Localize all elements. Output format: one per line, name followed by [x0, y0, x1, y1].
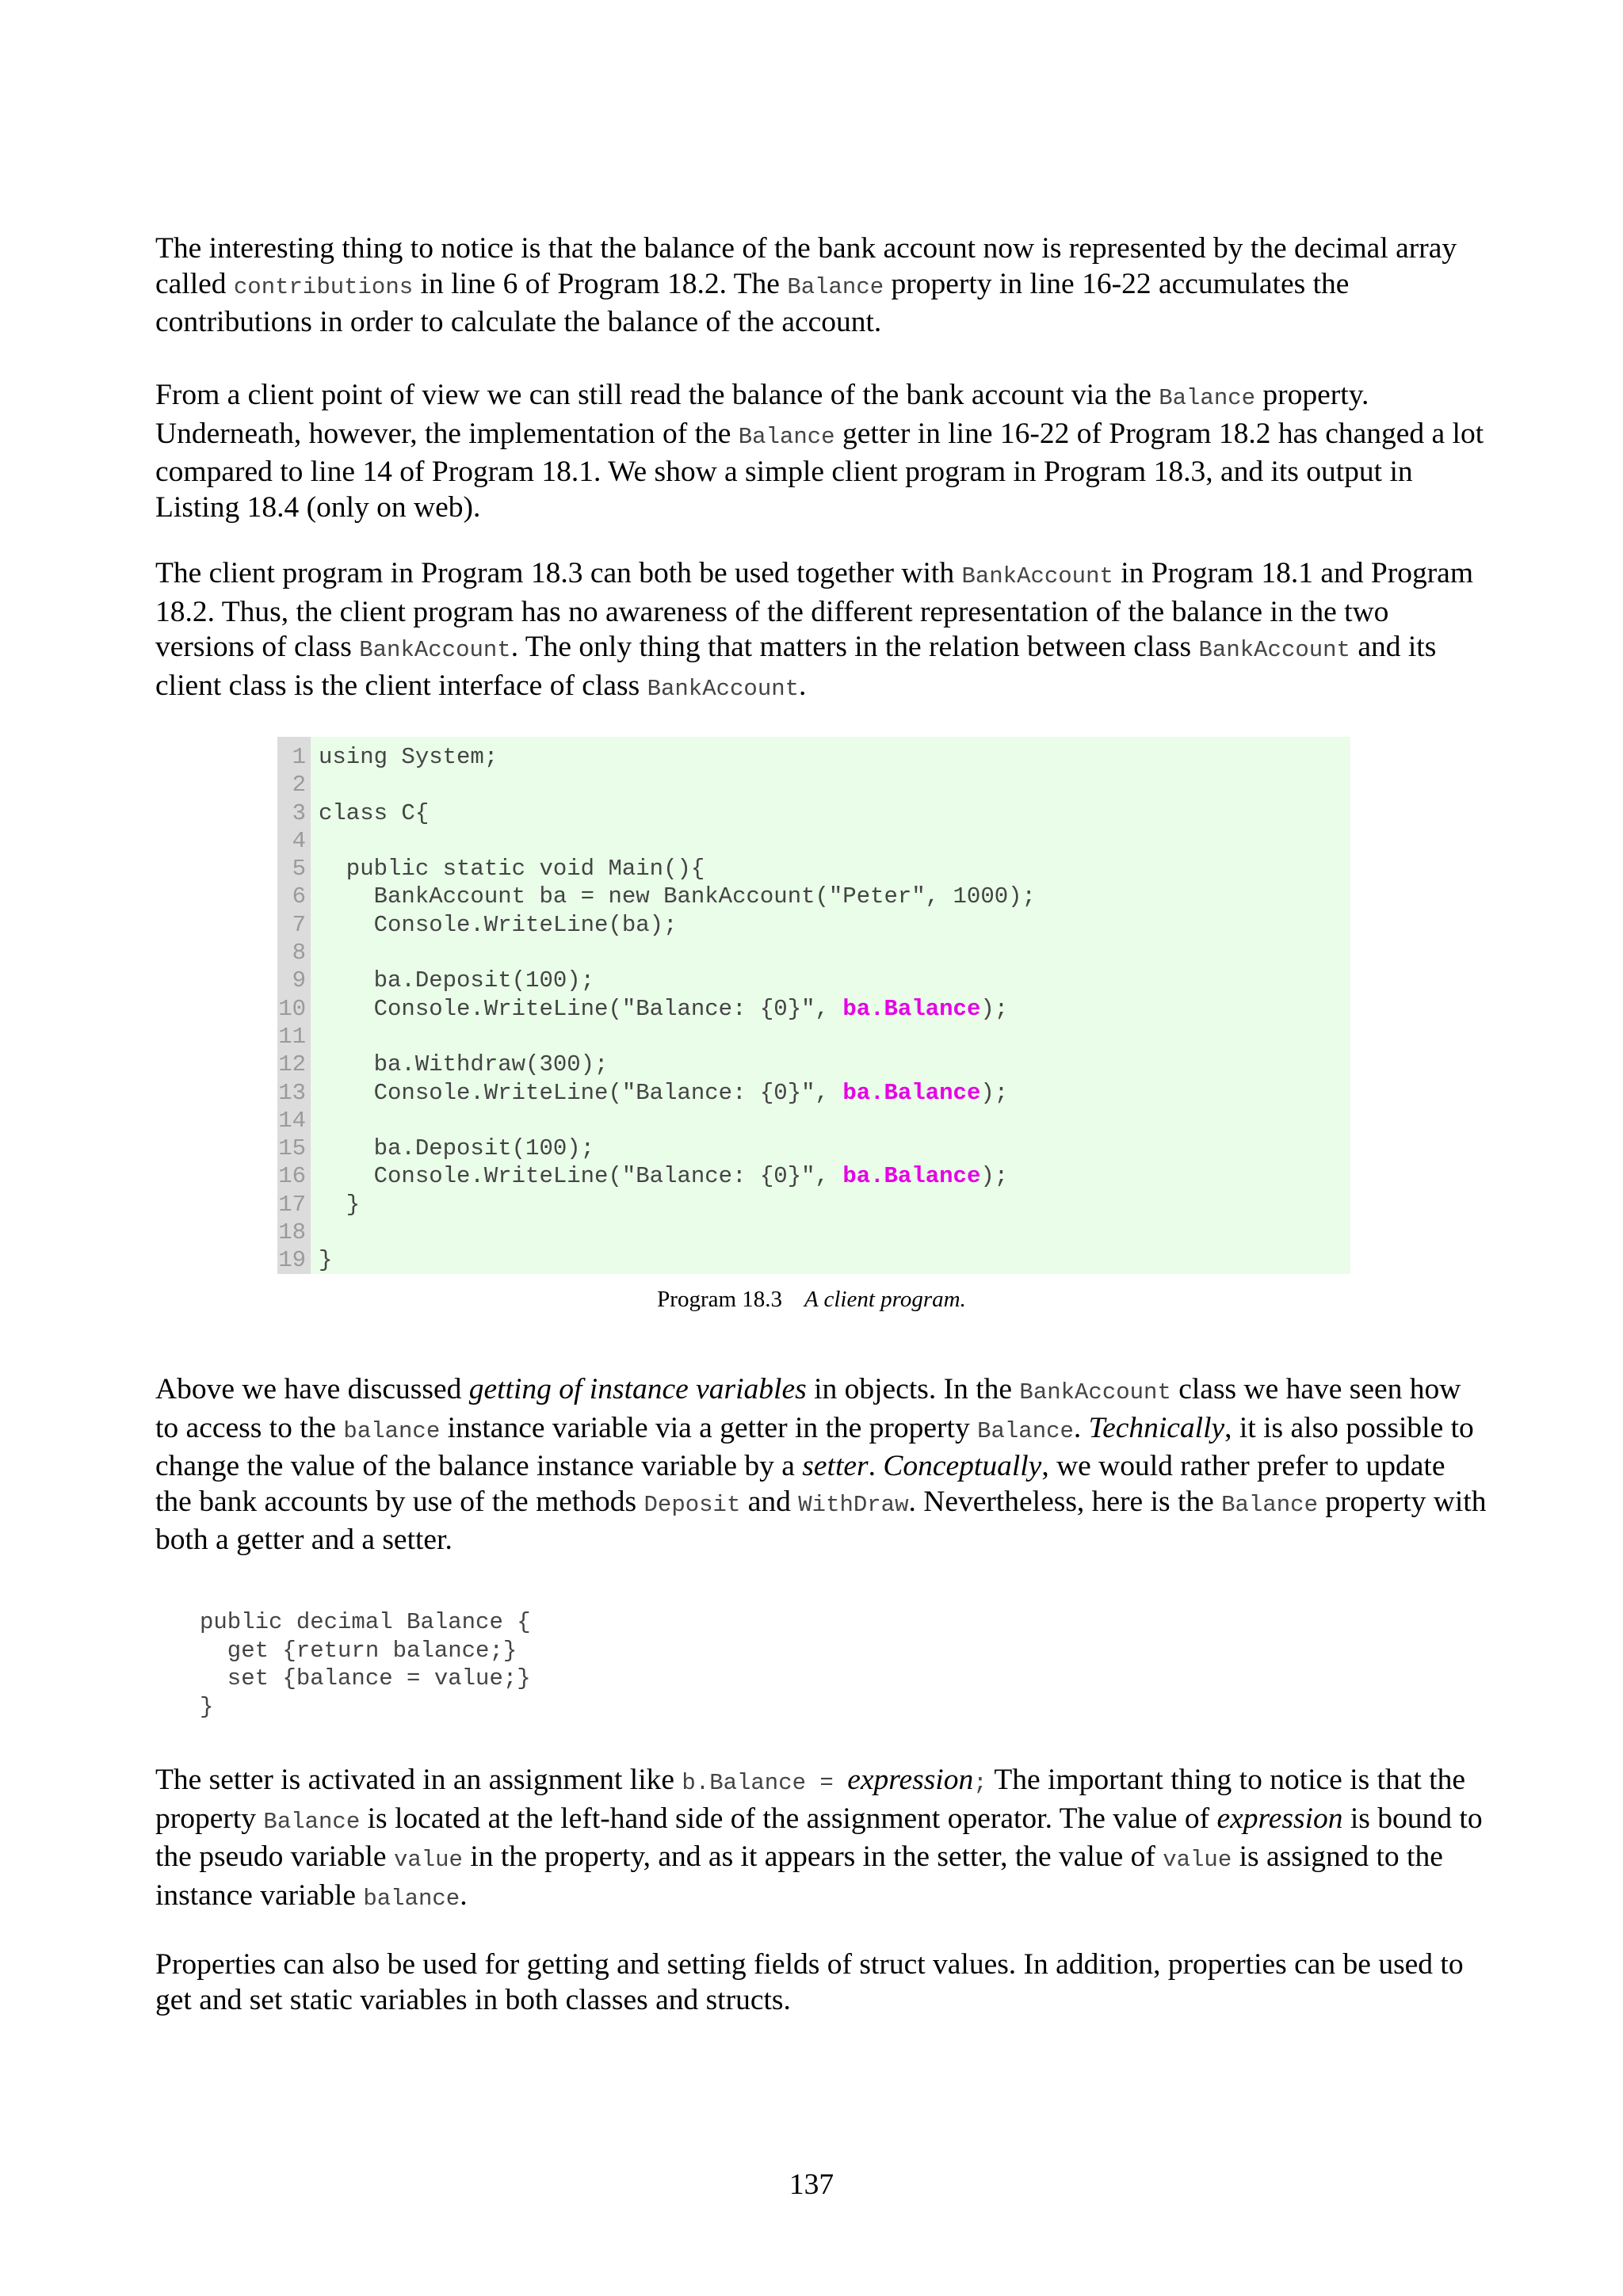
line-number: 4	[292, 827, 306, 854]
paragraph-setter-activation	[155, 1763, 1487, 1917]
text: in the property, and as it appears in the setter, the value of	[462, 1840, 1163, 1873]
code-text	[319, 799, 429, 827]
code-term: Balance	[977, 1417, 1074, 1444]
paragraph-getter-setter	[155, 1372, 1487, 1558]
text: . The only thing that matters in the relation between class	[510, 631, 1199, 663]
emphasis: Technically	[1088, 1411, 1225, 1444]
code-term: ;	[973, 1770, 987, 1796]
code-term: BankAccount	[1019, 1379, 1171, 1405]
paragraph-contributions	[155, 231, 1487, 341]
line-number: 15	[278, 1135, 306, 1162]
code-term: BankAccount	[961, 563, 1113, 589]
code-segment: );	[980, 1163, 1009, 1190]
text: The important thing to notice is that the property	[155, 1764, 1466, 1835]
line-number: 13	[278, 1079, 306, 1106]
emphasis: getting of instance variables	[468, 1373, 807, 1405]
code-term: Balance	[738, 423, 835, 450]
text: The setter is activated in an assignment like	[155, 1764, 682, 1796]
caption-title: A client program.	[804, 1287, 966, 1312]
code-segment: BankAccount ba = new BankAccount("Peter", 1000);	[319, 883, 1036, 910]
line-number: 16	[278, 1163, 306, 1190]
program-caption	[0, 1285, 1623, 1314]
text: getter in line 16-22 of Program 18.2 has changed a lot compared to line 14 of Program 18.1. We show a simple client program in Program 18.3, and its output in Listing 18.4 (only on web).	[155, 417, 1484, 524]
highlighted-expression: ba.Balance	[842, 995, 981, 1022]
code-text	[319, 1246, 332, 1274]
program-listing	[277, 737, 1350, 1274]
text: .	[460, 1878, 468, 1912]
code-segment: public static void Main(){	[319, 856, 705, 883]
text: in objects. In the	[806, 1373, 1020, 1405]
emphasis: expression	[1216, 1802, 1343, 1835]
text: .	[868, 1450, 884, 1482]
text: instance variable via a getter in the property	[440, 1411, 978, 1444]
code-term: BankAccount	[647, 675, 800, 702]
code-term: Deposit	[643, 1491, 741, 1518]
code-text	[319, 1079, 1008, 1107]
code-term: Balance	[263, 1808, 361, 1835]
code-term: Balance	[1221, 1491, 1318, 1518]
emphasis: setter	[802, 1450, 869, 1482]
page-number: 137	[789, 2168, 834, 2201]
code-text	[319, 743, 498, 771]
text: in line 6 of Program 18.2. The	[413, 267, 788, 300]
text: in Program 18.1 and Program 18.2. Thus, the client program has no awareness of the different representation of the balance in the two versions of class	[155, 557, 1473, 663]
code-text	[319, 883, 1036, 910]
text: .	[799, 669, 807, 702]
code-text	[319, 1162, 1008, 1190]
code-segment: );	[980, 995, 1009, 1022]
line-number: 19	[278, 1247, 306, 1274]
code-segment: Console.WriteLine(ba);	[319, 911, 678, 938]
line-number: 8	[292, 940, 306, 967]
code-text	[319, 1051, 608, 1078]
line-number: 3	[292, 799, 306, 826]
text: Above we have discussed	[155, 1373, 469, 1405]
paragraph-structs: Properties can also be used for getting and setting fields of struct values. In addition, properties can be used to get and set static variables in both classes and structs.	[155, 1948, 1464, 2016]
line-number: 5	[292, 856, 306, 883]
text: The interesting thing to notice is that the balance of the bank account now is represented by the decimal array called	[155, 232, 1457, 300]
line-number: 7	[292, 911, 306, 938]
caption-label: Program 18.3	[657, 1287, 783, 1312]
text: and its client class is the client interface of class	[155, 631, 1437, 702]
code-segment: Console.WriteLine("Balance: {0}",	[319, 1163, 843, 1190]
code-term: value	[1163, 1847, 1232, 1873]
text: is bound to the pseudo variable	[155, 1802, 1483, 1873]
line-number: 6	[292, 883, 306, 910]
line-number: 10	[278, 995, 306, 1022]
code-text	[319, 855, 705, 883]
code-segment: );	[980, 1079, 1009, 1106]
line-number: 9	[292, 967, 306, 994]
text: is located at the left-hand side of the assignment operator. The value of	[360, 1802, 1217, 1835]
code-term: BankAccount	[1198, 637, 1350, 663]
text: .	[1073, 1411, 1089, 1444]
paragraph-client-view	[155, 378, 1487, 525]
highlighted-expression: ba.Balance	[842, 1079, 981, 1106]
code-term: Balance	[787, 273, 884, 300]
line-number: 2	[292, 772, 306, 799]
code-segment: ba.Deposit(100);	[319, 967, 595, 994]
code-segment: }	[319, 1247, 333, 1274]
code-term: WithDraw	[798, 1491, 909, 1518]
text: . Nevertheless, here is the	[908, 1485, 1222, 1518]
code-term: BankAccount	[359, 637, 511, 663]
line-number: 14	[278, 1107, 306, 1134]
text: From a client point of view we can still read the balance of the bank account via the	[155, 379, 1159, 411]
code-segment: class C{	[319, 799, 430, 826]
text: property in line 16-22 accumulates the contributions in order to calculate the balance of the account.	[155, 267, 1350, 338]
code-text	[319, 995, 1008, 1023]
text: The client program in Program 18.3 can both be used together with	[155, 557, 962, 589]
code-segment: ba.Deposit(100);	[319, 1135, 595, 1162]
paragraph-client-program	[155, 556, 1487, 707]
code-term: balance	[343, 1417, 441, 1444]
code-term: b.Balance =	[682, 1770, 848, 1796]
line-number: 18	[278, 1219, 306, 1246]
code-term: balance	[363, 1885, 460, 1912]
code-segment: using System;	[319, 744, 498, 770]
line-number: 17	[278, 1191, 306, 1218]
code-text	[319, 1191, 360, 1219]
code-segment: }	[319, 1191, 361, 1218]
code-text	[319, 1135, 594, 1162]
text: property with both a getter and a setter.	[155, 1485, 1487, 1556]
code-term: value	[393, 1847, 463, 1873]
balance-property-snippet: public decimal Balance { get {return balance;} set {balance = value;} }	[200, 1609, 531, 1720]
text: , we would rather prefer to update the bank accounts by use of the methods	[155, 1450, 1445, 1518]
text: , it is also possible to change the value of the balance instance variable by a	[155, 1411, 1474, 1482]
line-number: 11	[278, 1023, 306, 1050]
code-text	[319, 967, 594, 994]
line-number: 1	[292, 744, 306, 770]
text: is assigned to the instance variable	[155, 1840, 1443, 1912]
code-term: Balance	[1159, 385, 1256, 411]
code-segment: Console.WriteLine("Balance: {0}",	[319, 1079, 843, 1106]
text: and	[740, 1485, 799, 1518]
line-number: 12	[278, 1051, 306, 1078]
code-term: contributions	[233, 273, 414, 300]
text: property. Underneath, however, the implementation of the	[155, 379, 1369, 450]
emphasis: expression	[847, 1764, 974, 1796]
code-segment: Console.WriteLine("Balance: {0}",	[319, 995, 843, 1022]
emphasis: Conceptually	[883, 1450, 1042, 1482]
highlighted-expression: ba.Balance	[842, 1163, 981, 1190]
code-segment: ba.Withdraw(300);	[319, 1051, 609, 1078]
text: class we have seen how to access to the	[155, 1373, 1461, 1444]
code-text	[319, 911, 677, 939]
